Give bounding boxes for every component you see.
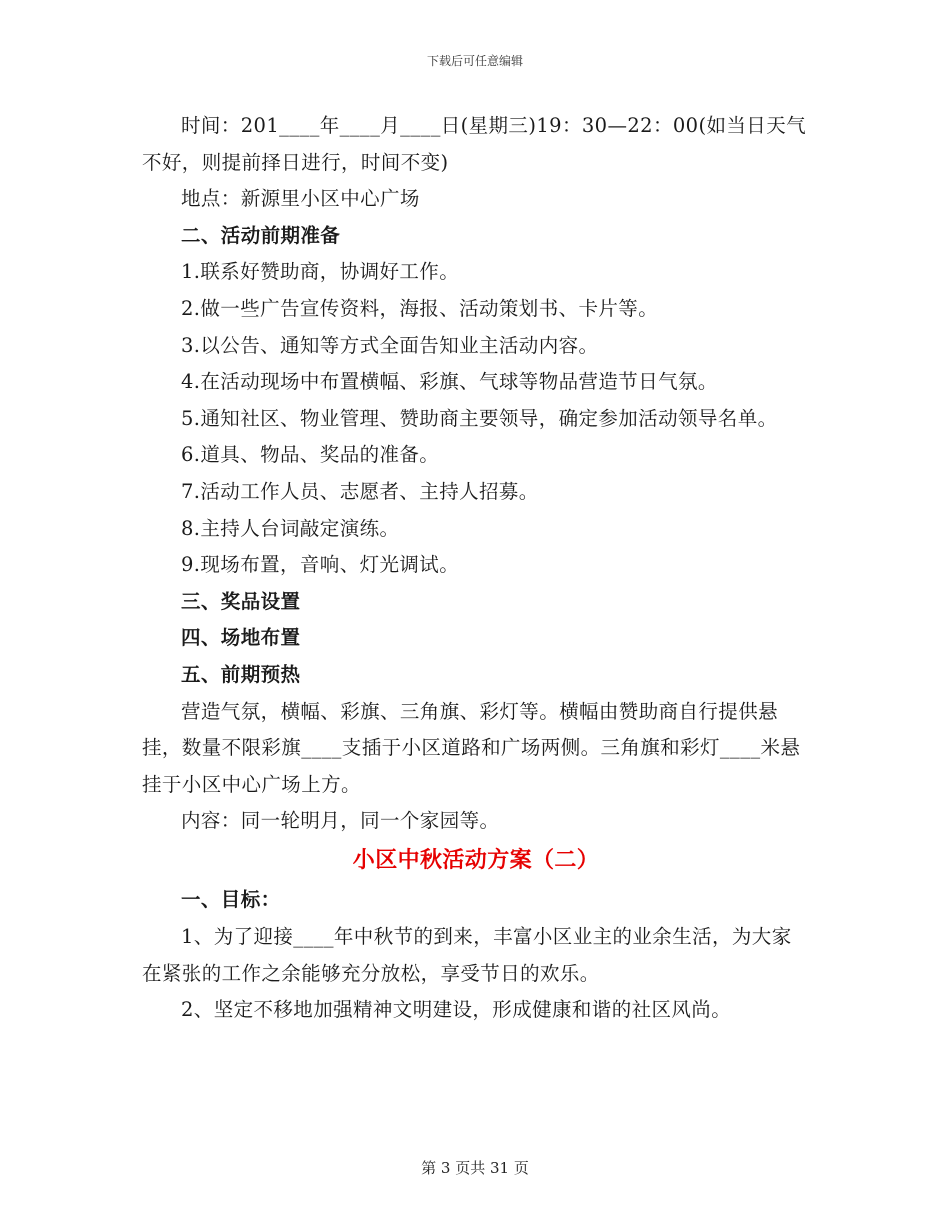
section-heading-warmup: 五、前期预热: [181, 662, 301, 686]
section-heading-prizes: 三、奖品设置: [181, 589, 301, 613]
prep-item: 2.做一些广告宣传资料，海报、活动策划书、卡片等。: [181, 296, 659, 320]
warmup-paragraph: 营造气氛，横幅、彩旗、三角旗、彩灯等。横幅由赞助商自行提供悬挂，数量不限彩旗____支插于小区道路和广场两侧。三角旗和彩灯____米悬挂于小区中心广场上方。: [142, 699, 801, 796]
document-body: [142, 108, 810, 1029]
section-heading-preparation: 二、活动前期准备: [181, 223, 341, 247]
page-header: 下载后可任意编辑: [426, 54, 523, 68]
goal-item: 2、坚定不移地加强精神文明建设，形成健康和谐的社区风尚。: [181, 998, 732, 1022]
prep-item: 4.在活动现场中布置横幅、彩旗、气球等物品营造节日气氛。: [181, 370, 718, 394]
prep-item: 1.联系好赞助商，协调好工作。: [181, 260, 460, 284]
page-footer: 第 3 页共 31 页: [421, 1159, 529, 1177]
prep-item: 8.主持人台词敲定演练。: [181, 516, 400, 540]
contents-paragraph: 内容：同一轮明月，同一个家园等。: [181, 809, 500, 833]
prep-item: 5.通知社区、物业管理、赞助商主要领导，确定参加活动领导名单。: [181, 406, 778, 430]
time-paragraph: 时间：201____年____月____日(星期三)19：30—22：00(如当日天气不好，则提前择日进行，时间不变): [142, 114, 806, 174]
prep-item: 3.以公告、通知等方式全面告知业主活动内容。: [181, 333, 599, 357]
section-heading-venue: 四、场地布置: [181, 626, 301, 650]
goal-item: 1、为了迎接____年中秋节的到来，丰富小区业主的业余生活，为大家在紧张的工作之余能够充分放松，享受节日的欢乐。: [142, 925, 792, 985]
place-paragraph: 地点：新源里小区中心广场: [181, 187, 420, 211]
section-heading-goals: 一、目标：: [181, 888, 281, 912]
document-title: 小区中秋活动方案（二）: [352, 846, 600, 873]
prep-item: 9.现场布置，音响、灯光调试。: [181, 553, 460, 577]
prep-item: 7.活动工作人员、志愿者、主持人招募。: [181, 479, 539, 503]
prep-item: 6.道具、物品、奖品的准备。: [181, 443, 440, 467]
